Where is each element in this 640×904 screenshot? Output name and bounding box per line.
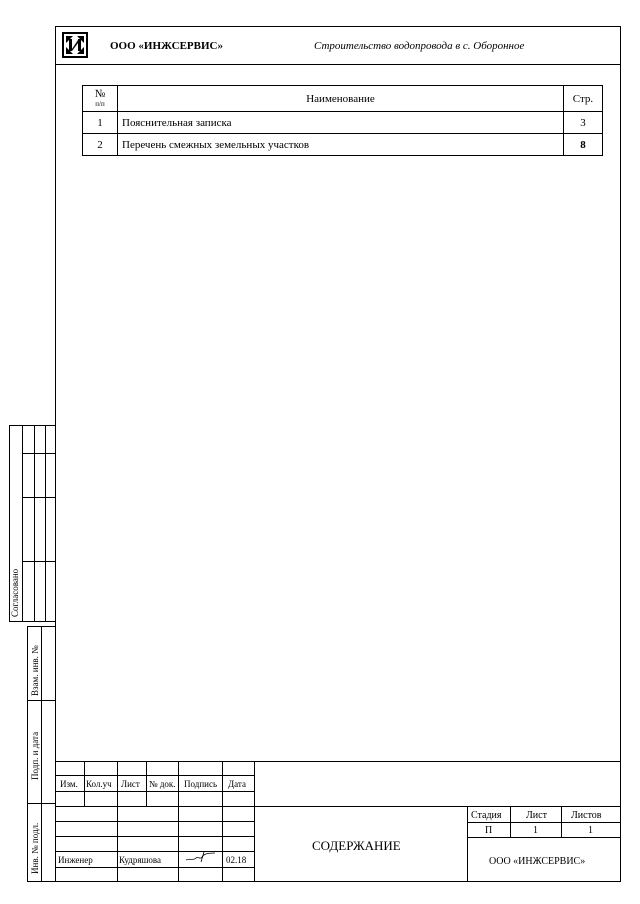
frame-top [55, 26, 621, 27]
toc-row-name: Пояснительная записка [118, 112, 564, 134]
title-name: Кудряшова [119, 855, 162, 865]
toc-col-num-sub: п/п [95, 100, 105, 108]
title-date: 02.18 [226, 855, 247, 865]
frame-right [620, 26, 621, 882]
table-row [83, 112, 603, 134]
table-row [83, 134, 603, 156]
toc-col-num [83, 86, 118, 112]
toc-table [82, 85, 603, 156]
toc-row-num: 1 [83, 112, 118, 134]
title-col-sign: Подпись [184, 779, 218, 789]
toc-header-row [83, 86, 603, 112]
toc-row-page: 8 [564, 134, 603, 156]
title-col-doc: № док. [149, 779, 176, 789]
sheets-value: 1 [588, 825, 593, 836]
side-stamp-sign-date: Подп. и дата [30, 731, 40, 780]
header-project-title: Строительство водопровода в с. Оборонное [314, 40, 525, 52]
stage-value: П [485, 825, 493, 836]
title-col-list: Лист [121, 779, 140, 789]
side-stamp-replace-inv: Взам. инв. № [30, 645, 40, 696]
company-logo-icon [62, 32, 88, 58]
header-underline [55, 64, 621, 65]
frame-left [55, 26, 56, 882]
toc-row-name: Перечень смежных земельных участков [118, 134, 564, 156]
toc-row-num: 2 [83, 134, 118, 156]
header-company: ООО «ИНЖСЕРВИС» [110, 40, 223, 52]
sheet-value: 1 [533, 825, 538, 836]
title-col-izm: Изм. [60, 779, 78, 789]
side-stamp-inv-orig: Инв. № подл. [30, 822, 40, 874]
title-role: Инженер [58, 855, 93, 865]
toc-row-page: 3 [564, 112, 603, 134]
toc-col-page: Стр. [564, 86, 603, 112]
stage-label: Стадия [471, 810, 502, 821]
sheet-label: Лист [526, 810, 547, 821]
title-col-date: Дата [228, 779, 246, 789]
title-col-kol: Кол.уч [86, 779, 112, 789]
toc-col-name: Наименование [118, 86, 564, 112]
frame-bottom [55, 881, 621, 882]
org-name: ООО «ИНЖСЕРВИС» [489, 856, 586, 867]
toc-col-num-label: № [94, 88, 106, 100]
signature-icon [184, 850, 218, 864]
side-stamp-agreed: Согласовано [10, 568, 20, 617]
sheets-label: Листов [571, 810, 602, 821]
doc-title: СОДЕРЖАНИЕ [312, 838, 401, 853]
